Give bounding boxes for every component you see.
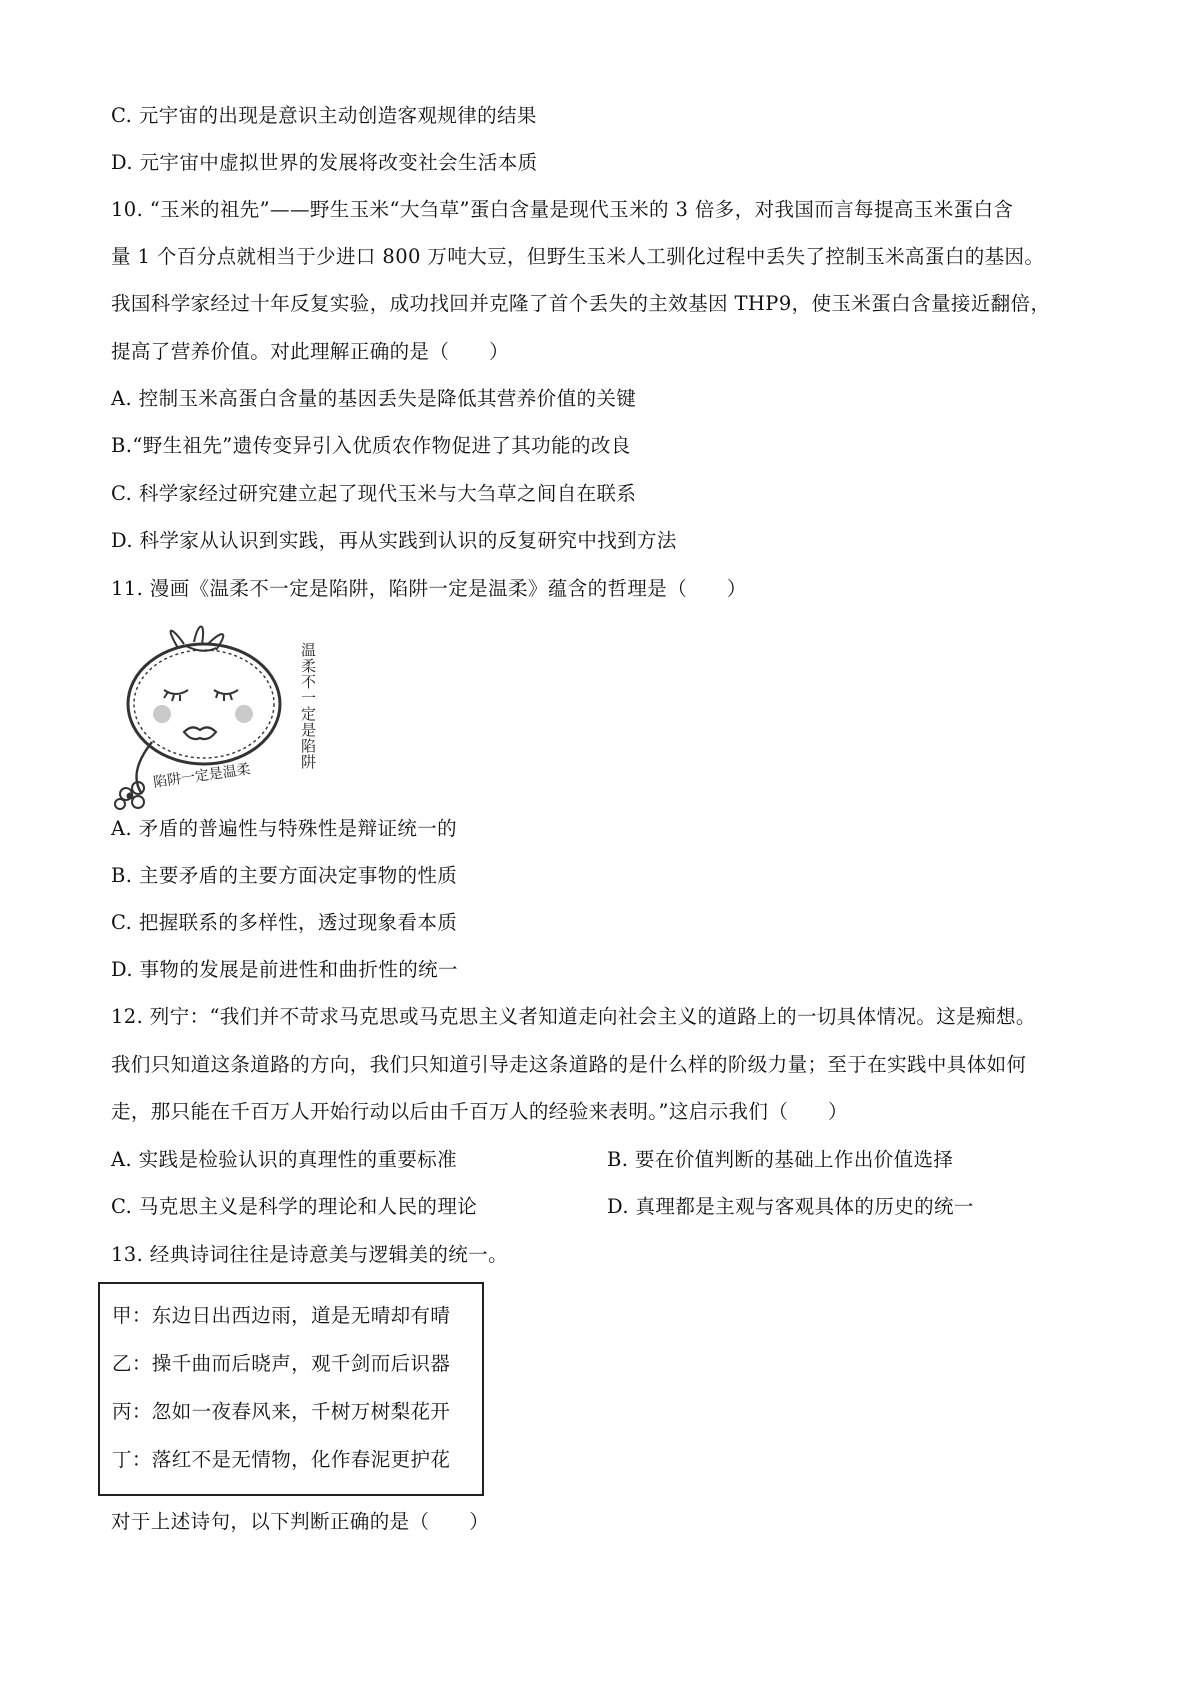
poem-jia: 甲：东边日出西边雨，道是无晴却有晴: [112, 1304, 451, 1327]
q11-option-b: B. 主要矛盾的主要方面决定事物的性质: [111, 864, 458, 887]
cartoon-text-right: 温柔不一定是陷阱: [299, 642, 317, 770]
q13-poem-box: [98, 1282, 484, 1496]
q12-stem-line-1: 12. 列宁：“我们并不苛求马克思或马克思主义者知道走向社会主义的道路上的一切具体情况。这是痴想。: [111, 1005, 1036, 1028]
q10-option-a: A. 控制玉米高蛋白含量的基因丢失是降低其营养价值的关键: [111, 387, 637, 410]
q9-option-d: D. 元宇宙中虚拟世界的发展将改变社会生活本质: [111, 151, 538, 174]
cartoon-gentle-trap: [112, 622, 342, 812]
q10-stem-line-3: 我国科学家经过十年反复实验，成功找回并克隆了首个丢失的主效基因 THP9，使玉米蛋白含量接近翻倍，: [111, 292, 1051, 315]
q12-option-a: A. 实践是检验认识的真理性的重要标准: [111, 1148, 458, 1171]
poem-bing: 丙：忽如一夜春风来，千树万树梨花开: [112, 1400, 451, 1423]
q12-option-c: C. 马克思主义是科学的理论和人民的理论: [111, 1195, 478, 1218]
q12-option-b: B. 要在价值判断的基础上作出价值选择: [607, 1148, 954, 1171]
q10-option-c: C. 科学家经过研究建立起了现代玉米与大刍草之间自在联系: [111, 482, 637, 505]
q10-option-d: D. 科学家从认识到实践，再从实践到认识的反复研究中找到方法: [111, 529, 677, 552]
q9-option-c: C. 元宇宙的出现是意识主动创造客观规律的结果: [111, 104, 537, 127]
q10-stem-line-2: 量 1 个百分点就相当于少进口 800 万吨大豆，但野生玉米人工驯化过程中丢失了控制玉米高蛋白的基因。: [111, 245, 1045, 268]
q13-question: 对于上述诗句，以下判断正确的是（ ）: [111, 1510, 490, 1533]
q10-option-b: B.“野生祖先”遗传变异引入优质农作物促进了其功能的改良: [111, 434, 631, 457]
q10-stem-line-1: 10. “玉米的祖先”——野生玉米“大刍草”蛋白含量是现代玉米的 3 倍多，对我国而言每提高玉米蛋白含: [111, 198, 1014, 221]
q11-option-c: C. 把握联系的多样性，透过现象看本质: [111, 911, 458, 934]
q13-stem: 13. 经典诗词往往是诗意美与逻辑美的统一。: [111, 1243, 509, 1266]
cartoon-text-bottom: 陷阱一定是温柔: [152, 761, 252, 791]
poem-ding: 丁：落红不是无情物，化作春泥更护花: [112, 1448, 451, 1471]
q12-option-d: D. 真理都是主观与客观具体的历史的统一: [607, 1195, 974, 1218]
q11-option-a: A. 矛盾的普遍性与特殊性是辩证统一的: [111, 817, 458, 840]
q11-option-d: D. 事物的发展是前进性和曲折性的统一: [111, 958, 458, 981]
poem-yi: 乙：操千曲而后晓声，观千剑而后识器: [112, 1352, 451, 1375]
q10-stem-line-4: 提高了营养价值。对此理解正确的是（ ）: [111, 340, 510, 363]
q12-stem-line-3: 走，那只能在千百万人开始行动以后由千百万人的经验来表明。”这启示我们（ ）: [111, 1100, 848, 1123]
q12-stem-line-2: 我们只知道这条道路的方向，我们只知道引导走这条道路的是什么样的阶级力量；至于在实践中具体如何: [111, 1053, 1027, 1076]
q11-stem: 11. 漫画《温柔不一定是陷阱，陷阱一定是温柔》蕴含的哲理是（ ）: [111, 577, 747, 600]
